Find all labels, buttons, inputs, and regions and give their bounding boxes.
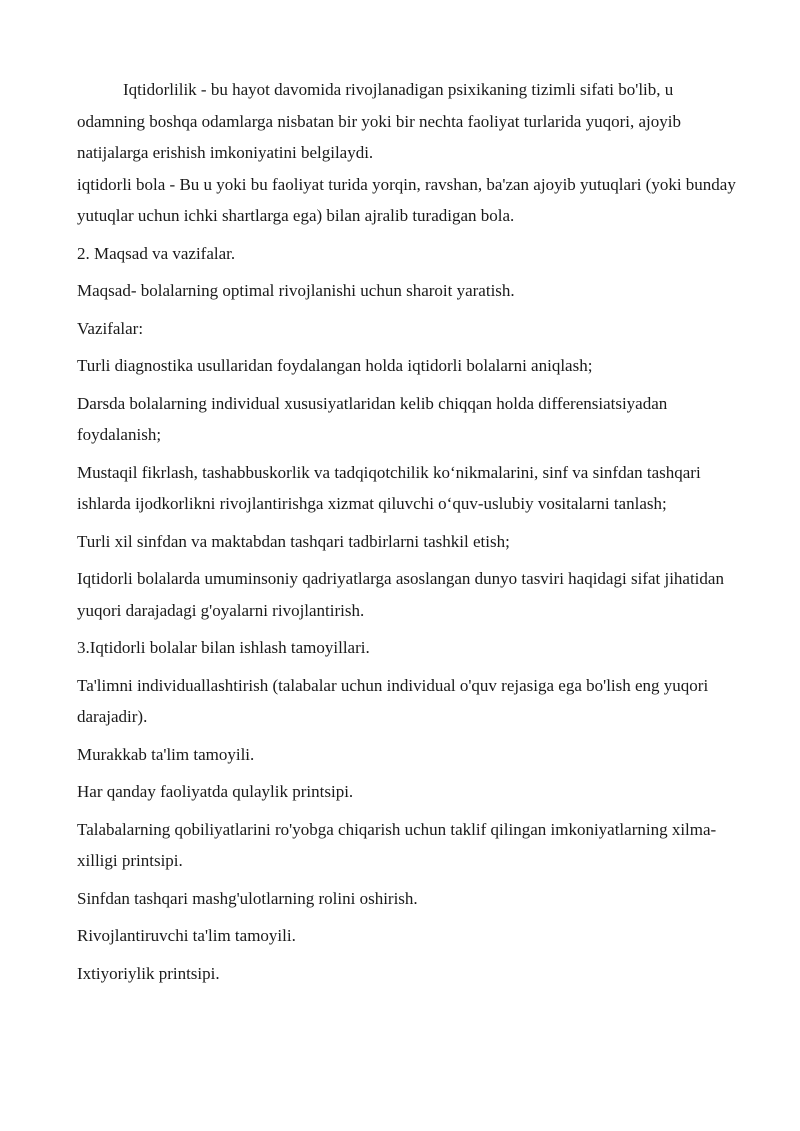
list-item-task: Turli xil sinfdan va maktabdan tashqari tadbirlarni tashkil etish; [77,531,510,551]
section-heading-goals: 2. Maqsad va vazifalar. [77,243,236,263]
list-item-task: Turli diagnostika usullaridan foydalangan holda iqtidorli bolalarni aniqlash; [77,356,593,375]
list-item-principle: Rivojlantiruvchi ta'lim tamoyili. [77,926,296,945]
list-item-principle: Murakkab ta'lim tamoyili. [77,744,255,764]
list-item-task: Darsda bolalarning individual xususiyatlaridan kelib chiqqan holda differensiatsiyadan foydalanish; [77,393,668,444]
list-item-task: Mustaqil fikrlash, tashabbuskorlik va tadqiqotchilik koʻnikmalarini, sinf va sinfdan tashqari ishlarda ijodkorlikni rivojlantirishga xizmat qiluvchi oʻquv-uslubiy vositalarni tanlash; [77,462,701,513]
list-item-principle: Ta'limni individuallashtirish (talabalar uchun individual o'quv rejasiga ega bo'lish eng yuqori darajadir). [77,675,709,726]
list-item-principle: Har qanday faoliyatda qulaylik printsipi. [77,782,354,801]
paragraph-gifted-child-definition: iqtidorli bola - Bu u yoki bu faoliyat turida yorqin, ravshan, ba'zan ajoyib yutuqlari (yoki bunday yutuqlar uchun ichki shartlarga ega) bilan ajralib turadigan bola. [77,174,736,225]
paragraph-giftedness-definition: Iqtidorlilik - bu hayot davomida rivojlanadigan psixikaning tizimli sifati bo'lib, u odamning boshqa odamlarga nisbatan bir yoki bir nechta faoliyat turlarida yuqori, ajoyib natijalarga erishish imkoniyatini belgilaydi. [77,80,681,162]
section-heading-principles: 3.Iqtidorli bolalar bilan ishlash tamoyillari. [77,638,370,657]
list-item-task: Iqtidorli bolalarda umuminsoniy qadriyatlarga asoslangan dunyo tasviri haqidagi sifat jihatidan yuqori darajadagi g'oyalarni rivojlantirish. [77,569,724,620]
list-item-principle: Sinfdan tashqari mashg'ulotlarning rolini oshirish. [77,888,418,908]
list-item-principle: Ixtiyoriylik printsipi. [77,963,220,983]
document-body [77,74,745,989]
paragraph-goal: Maqsad- bolalarning optimal rivojlanishi uchun sharoit yaratish. [77,281,515,300]
paragraph-tasks-label: Vazifalar: [77,318,144,338]
list-item-principle: Talabalarning qobiliyatlarini ro'yobga chiqarish uchun taklif qilingan imkoniyatlarning xilma-xilligi printsipi. [77,819,717,870]
